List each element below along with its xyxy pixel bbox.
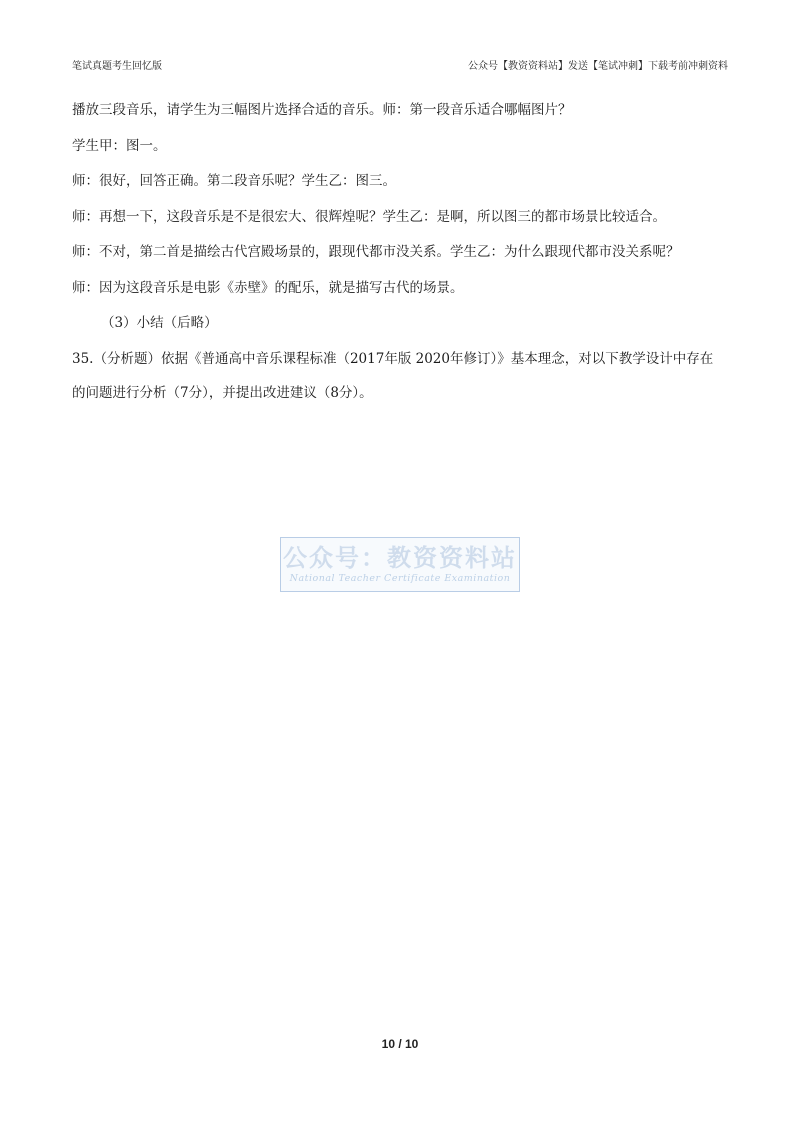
summary-line: （3）小结（后略） [101, 315, 218, 331]
dialogue-line: 学生甲：图一。 [72, 137, 167, 154]
question-35-line2: 的问题进行分析（7分），并提出改进建议（8分）。 [72, 384, 373, 401]
dialogue-line: 师：不对，第二首是描绘古代宫殿场景的，跟现代都市没关系。学生乙：为什么跟现代都市没关系呢？ [72, 244, 680, 260]
dialogue-line: 师：再想一下，这段音乐是不是很宏大、很辉煌呢？学生乙：是啊，所以图三的都市场景比较适合。 [72, 208, 666, 225]
header-right-text: 公众号【教资资料站】发送【笔试冲刺】下载考前冲刺资料 [468, 61, 728, 72]
dialogue-line: 师：因为这段音乐是电影《赤壁》的配乐，就是描写古代的场景。 [72, 279, 464, 296]
watermark [280, 537, 520, 592]
dialogue-line: 师：很好，回答正确。第二段音乐呢？学生乙：图三。 [72, 173, 396, 189]
header-left-text: 笔试真题考生回忆版 [72, 61, 162, 72]
watermark-sub-text: National Teacher Certificate Examination [289, 573, 511, 584]
dialogue-line: 播放三段音乐，请学生为三幅图片选择合适的音乐。师：第一段音乐适合哪幅图片？ [72, 102, 572, 118]
page-number: 10 / 10 [381, 1037, 419, 1051]
question-35-line1: 35.（分析题）依据《普通高中音乐课程标准（2017年版 2020年修订）》基本理念，对以下教学设计中存在 [72, 350, 714, 367]
watermark-main-text: 公众号：教资资料站 [283, 544, 517, 572]
document-body [72, 101, 728, 402]
